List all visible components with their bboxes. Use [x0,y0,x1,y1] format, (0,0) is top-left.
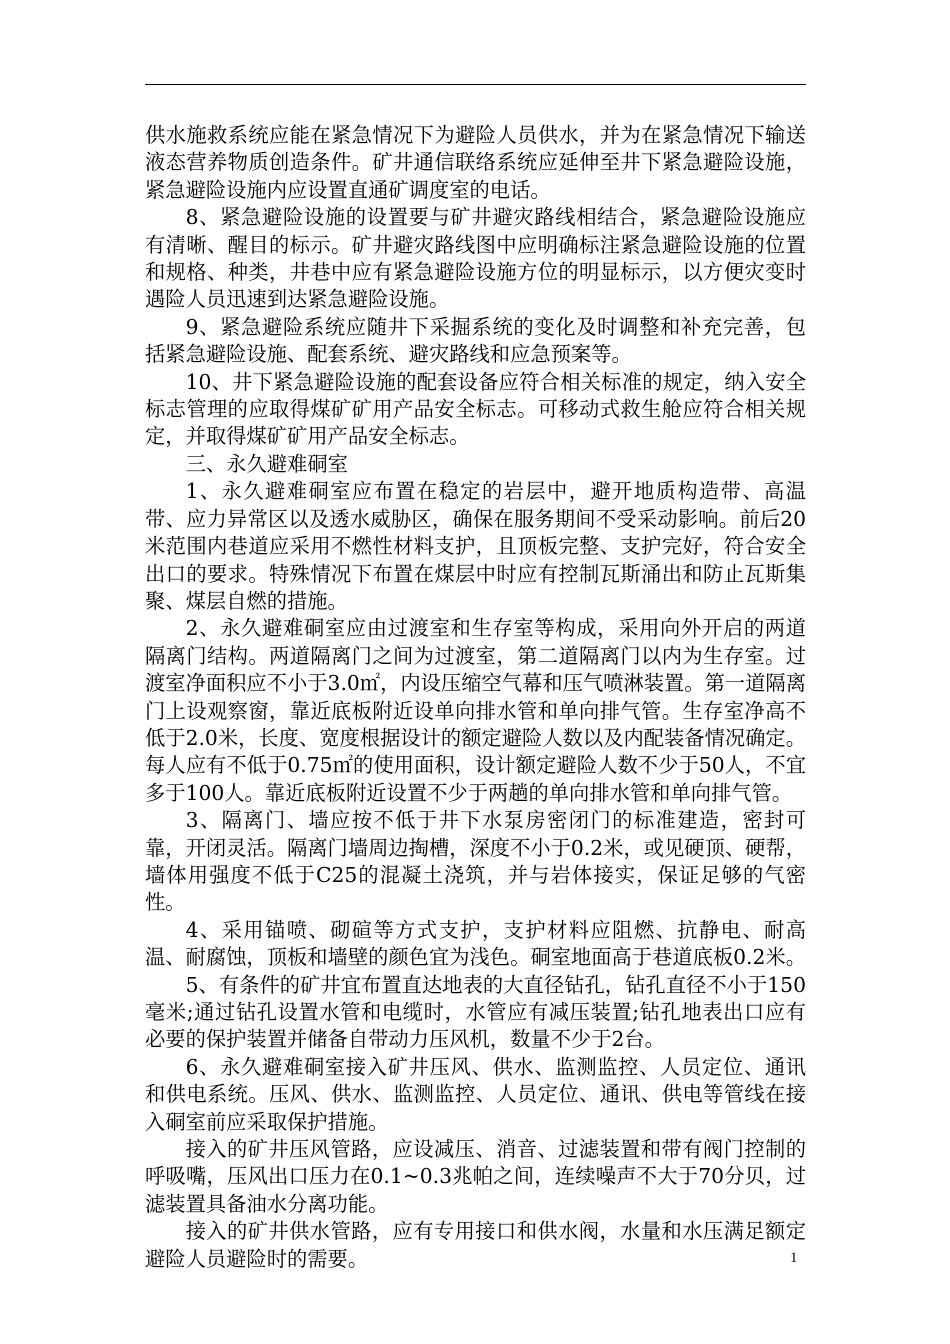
paragraph-11: 6、永久避难硐室接入矿井压风、供水、监测监控、人员定位、通讯和供电系统。压风、供水、监测监控、人员定位、通讯、供电等管线在接入硐室前应采取保护措施。 [145,1054,806,1134]
paragraph-2: 8、紧急避险设施的设置要与矿井避灾路线相结合，紧急避险设施应有清晰、醒目的标示。矿井避灾路线图中应明确标注紧急避险设施的位置和规格、种类，井巷中应有紧急避险设施方位的明显标示，以方便灾变时遇险人员迅速到达紧急避险设施。 [145,205,806,312]
paragraph-4: 10、井下紧急避险设施的配套设备应符合相关标准的规定，纳入安全标志管理的应取得煤矿矿用产品安全标志。可移动式救生舱应符合相关规定，并取得煤矿矿用产品安全标志。 [145,369,806,449]
paragraph-8: 3、隔离门、墙应按不低于井下水泵房密闭门的标准建造，密封可靠，开闭灵活。隔离门墙周边掏槽，深度不小于0.2米，或见硬顶、硬帮，墙体用强度不低于C25的混凝土浇筑，并与岩体接实，保证足够的气密性。 [145,808,806,915]
paragraph-9: 4、采用锚喷、砌碹等方式支护，支护材料应阻燃、抗静电、耐高温、耐腐蚀，顶板和墙壁的颜色宜为浅色。硐室地面高于巷道底板0.2米。 [145,917,806,970]
document-body [145,122,806,1273]
paragraph-7: 2、永久避难硐室应由过渡室和生存室等构成，采用向外开启的两道隔离门结构。两道隔离门之间为过渡室，第二道隔离门以内为生存室。过渡室净面积应不小于3.0㎡，内设压缩空气幕和压气喷淋装置。第一道隔离门上设观察窗，靠近底板附近设单向排水管和单向排气管。生存室净高不低于2.0米，长度、宽度根据设计的额定避险人数以及内配装备情况确定。每人应有不低于0.75㎡的使用面积，设计额定避险人数不少于50人，不宜多于100人。靠近底板附近设置不少于两趟的单向排水管和单向排气管。 [145,616,806,805]
paragraph-12: 接入的矿井压风管路，应设减压、消音、过滤装置和带有阀门控制的呼吸嘴，压风出口压力在0.1~0.3兆帕之间，连续噪声不大于70分贝，过滤装置具备油水分离功能。 [145,1137,806,1216]
paragraph-10: 5、有条件的矿井宜布置直达地表的大直径钻孔，钻孔直径不小于150 毫米;通过钻孔设置水管和电缆时，水管应有减压装置;钻孔地表出口应有必要的保护装置并储备自带动力压风机，数量不少于2台。 [145,972,806,1052]
section-heading: 三、永久避难硐室 [185,451,348,476]
paragraph-13: 接入的矿井供水管路，应有专用接口和供水阀，水量和水压满足额定避险人员避险时的需要。 [145,1219,806,1271]
page-number: 1 [790,1250,798,1266]
paragraph-3: 9、紧急避险系统应随井下采掘系统的变化及时调整和补充完善，包括紧急避险设施、配套系统、避灾路线和应急预案等。 [145,314,806,367]
paragraph-6: 1、永久避难硐室应布置在稳定的岩层中，避开地质构造带、高温带、应力异常区以及透水威胁区，确保在服务期间不受采动影响。前后20米范围内巷道应采用不燃性材料支护，且顶板完整、支护完好，符合安全出口的要求。特殊情况下布置在煤层中时应有控制瓦斯涌出和防止瓦斯集聚、煤层自燃的措施。 [145,479,806,613]
paragraph-1: 供水施救系统应能在紧急情况下为避险人员供水，并为在紧急情况下输送液态营养物质创造条件。矿井通信联络系统应延伸至井下紧急避险设施，紧急避险设施内应设置直通矿调度室的电话。 [145,123,806,202]
header-rule [145,84,806,85]
